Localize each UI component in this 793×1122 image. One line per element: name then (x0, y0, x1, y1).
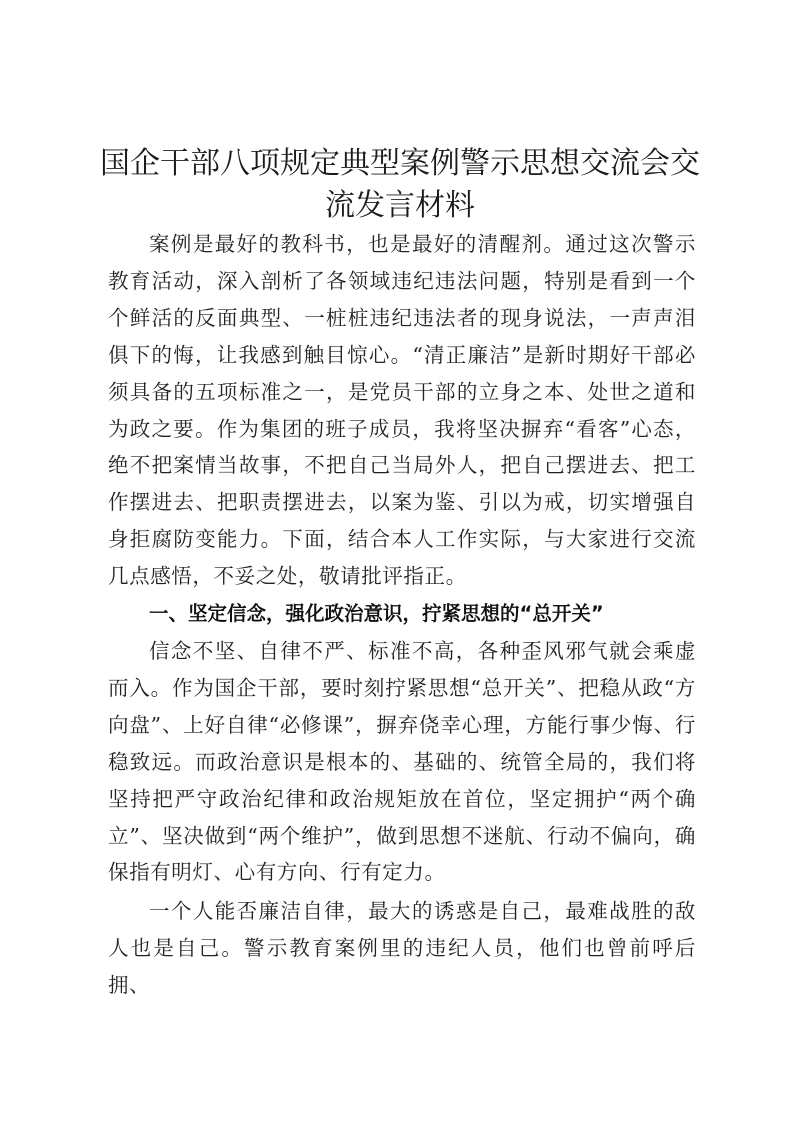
section-heading: 一、坚定信念，强化政治意识，拧紧思想的“总开关” (149, 602, 604, 625)
document-title: 国企干部八项规定典型案例警示思想交流会交流发言材料 (100, 146, 700, 223)
section-paragraph: 信念不坚、自律不严、标准不高，各种歪风邪气就会乘虚而入。作为国企干部，要时刻拧紧思想“总开关”、把稳从政“方向盘”、上好自律“必修课”，摒弃侥幸心理，方能行事少悔、行稳致远。而政治意识是根本的、基础的、统管全局的，我们将坚持把严守政治纪律和政治规矩放在首位，坚定拥护“两个确立”、坚决做到“两个维护”，做到思想不迷航、行动不偏向，确保指有明灯、心有方向、行有定力。 (108, 639, 696, 885)
intro-paragraph: 案例是最好的教科书，也是最好的清醒剂。通过这次警示教育活动，深入剖析了各领域违纪违法问题，特别是看到一个个鲜活的反面典型、一桩桩违纪违法者的现身说法，一声声泪俱下的悔，让我感到触目惊心。“清正廉洁”是新时期好干部必须具备的五项标准之一，是党员干部的立身之本、处世之道和为政之要。作为集团的班子成员，我将坚决摒弃“看客”心态，绝不把案情当故事，不把自己当局外人，把自己摆进去、把工作摆进去、把职责摆进去，以案为鉴、引以为戒，切实增强自身拒腐防变能力。下面，结合本人工作实际，与大家进行交流几点感悟，不妥之处，敬请批评指正。 (108, 232, 696, 589)
section-paragraph: 一个人能否廉洁自律，最大的诱惑是自己，最难战胜的敌人也是自己。警示教育案例里的违纪人员，他们也曾前呼后拥、 (108, 899, 696, 997)
